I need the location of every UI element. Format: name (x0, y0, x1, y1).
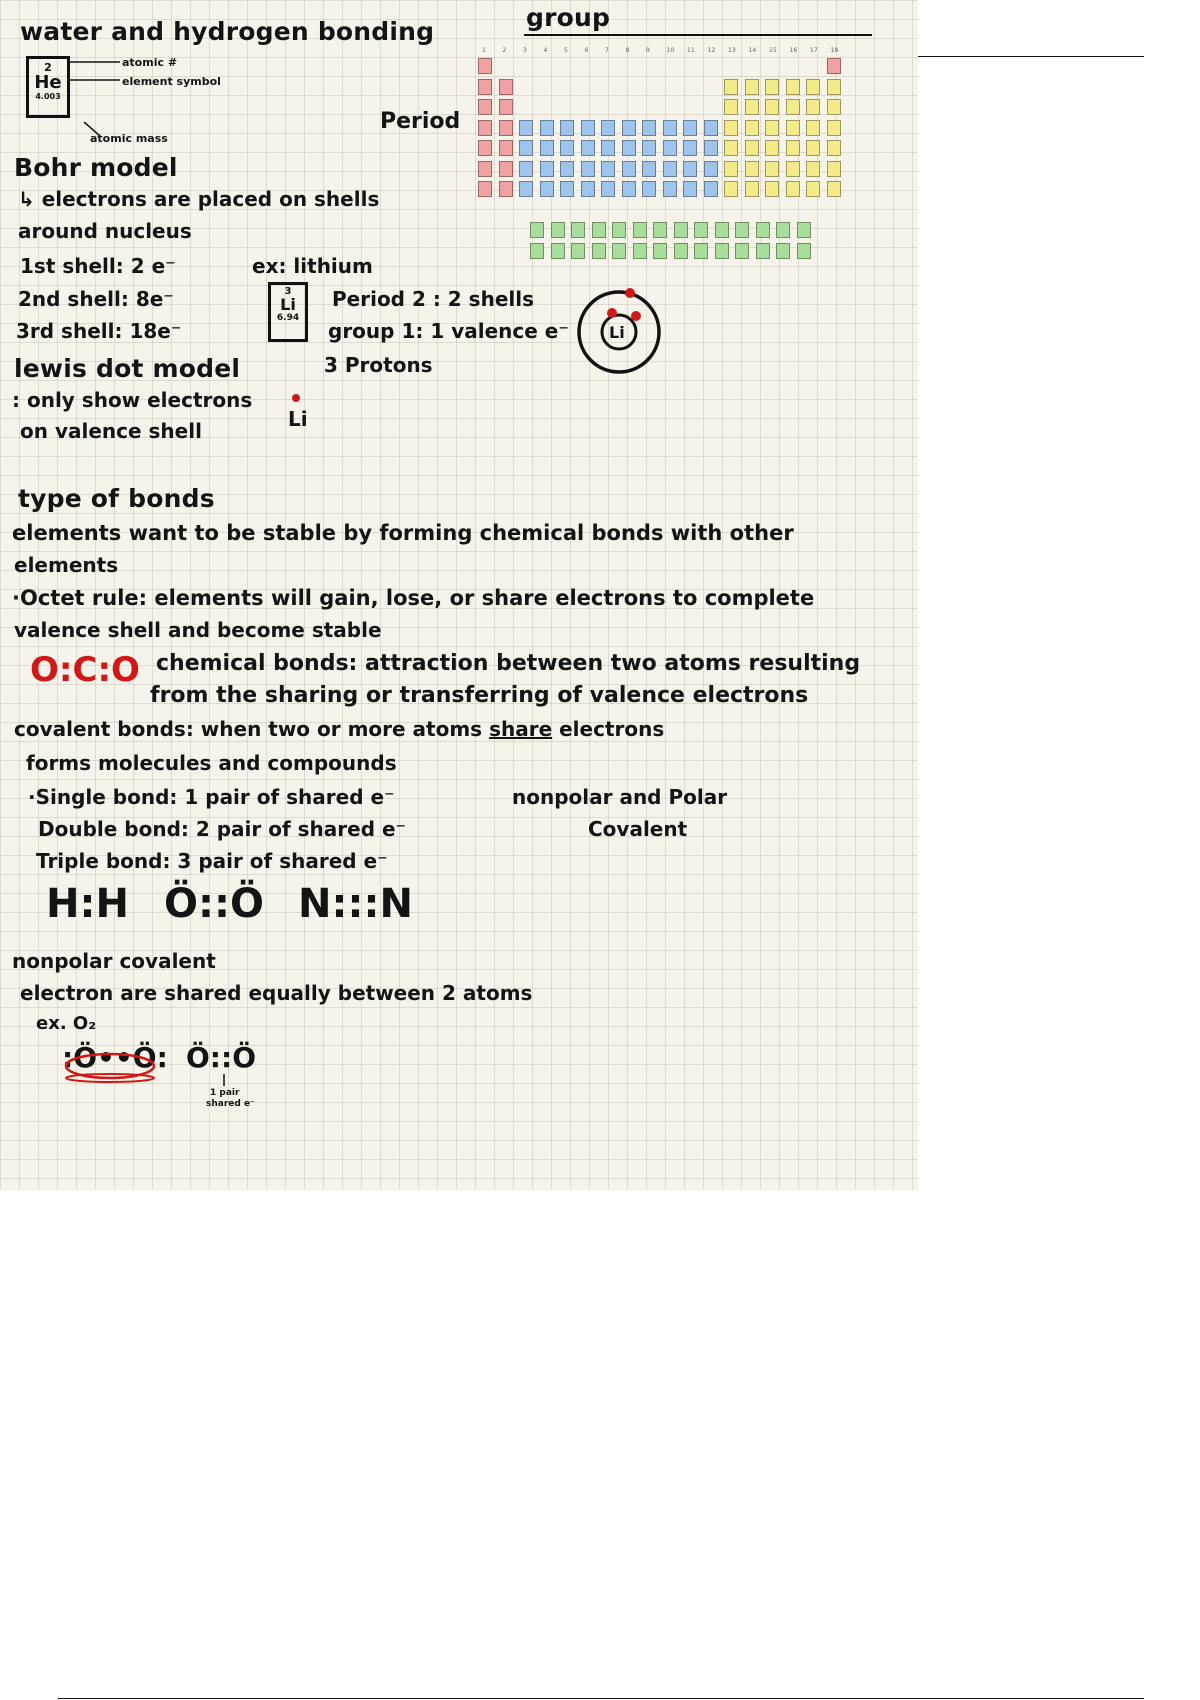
bohr-nucleus-label: Li (609, 323, 625, 342)
element-cell (622, 181, 636, 197)
group-number: 9 (646, 47, 650, 54)
element-cell (560, 140, 574, 156)
element-cell (560, 161, 574, 177)
lewis-heading: lewis dot model (14, 354, 241, 383)
triple-bond: Triple bond: 3 pair of shared e⁻ (36, 849, 388, 873)
element-cell (592, 222, 606, 238)
o2-lewis: Ö::Ö (164, 881, 264, 927)
element-cell (694, 222, 708, 238)
element-cell (806, 181, 820, 197)
covalent-share: share (489, 717, 553, 741)
lithium-symbol: Li (280, 295, 296, 314)
element-cell (642, 161, 656, 177)
element-cell (715, 243, 729, 259)
element-cell (683, 120, 697, 136)
single-bond: ·Single bond: 1 pair of shared e⁻ (28, 785, 395, 809)
element-cell (765, 79, 779, 95)
nonpolar-heading: nonpolar covalent (12, 949, 216, 973)
element-cell (786, 181, 800, 197)
chemical-bonds-2: from the sharing or transferring of valence electrons (150, 683, 809, 708)
lewis-li-symbol: Li (288, 407, 308, 431)
lewis-line-1: : only show electrons (12, 388, 253, 412)
element-cell (530, 243, 544, 259)
element-cell (653, 222, 667, 238)
element-cell (694, 243, 708, 259)
covalent-prefix: covalent bonds: when two or more atoms (14, 717, 490, 741)
element-cell (827, 79, 841, 95)
element-cell (827, 140, 841, 156)
element-cell (633, 222, 647, 238)
covalent-suffix: electrons (552, 717, 665, 741)
element-cell (519, 161, 533, 177)
element-cell (560, 120, 574, 136)
element-cell (827, 161, 841, 177)
element-cell (724, 79, 738, 95)
nonpolar-polar-1: nonpolar and Polar (512, 785, 728, 809)
element-cell (592, 243, 606, 259)
element-cell (765, 161, 779, 177)
element-cell (642, 140, 656, 156)
element-cell (551, 222, 565, 238)
element-cell (683, 140, 697, 156)
o2-pair-diagram: Ö::Ö (186, 1041, 256, 1074)
element-cell (581, 181, 595, 197)
legend-mass-label: atomic mass (90, 132, 168, 145)
element-cell (601, 161, 615, 177)
double-bond: Double bond: 2 pair of shared e⁻ (38, 817, 407, 841)
element-cell (622, 140, 636, 156)
element-cell (540, 120, 554, 136)
element-cell (724, 140, 738, 156)
group-number: 3 (523, 47, 527, 54)
element-cell (519, 140, 533, 156)
group-number: 16 (789, 47, 798, 54)
group-number: 2 (502, 47, 507, 54)
element-cell (735, 243, 749, 259)
element-cell (765, 181, 779, 197)
element-cell (735, 222, 749, 238)
element-cell (827, 181, 841, 197)
co2-lewis-structure: O:C:O (30, 650, 140, 690)
lewis-li-electron (291, 393, 301, 403)
lewis-line-2: on valence shell (20, 419, 202, 443)
element-cell (478, 120, 492, 136)
element-cell (519, 181, 533, 197)
element-cell (601, 181, 615, 197)
element-cell (827, 99, 841, 115)
element-cell (765, 120, 779, 136)
element-cell (786, 120, 800, 136)
element-cell (724, 99, 738, 115)
element-cell (827, 58, 841, 74)
h2-lewis: H:H (46, 881, 129, 927)
element-cell (633, 243, 647, 259)
legend-atomic-number: 2 (44, 61, 52, 74)
element-cell (540, 161, 554, 177)
n2-lewis: N:::N (298, 881, 413, 927)
group-number: 17 (810, 47, 818, 54)
element-cell (540, 181, 554, 197)
element-cell (642, 181, 656, 197)
element-cell (797, 222, 811, 238)
covalent-bonds-line (14, 718, 664, 740)
element-cell (724, 120, 738, 136)
pair-note-1: 1 pair (210, 1088, 240, 1098)
legend-atomic-number-label: atomic # (122, 56, 178, 69)
group-number: 1 (482, 47, 486, 54)
element-cell (642, 120, 656, 136)
group-number: 4 (543, 47, 548, 54)
group-number: 12 (707, 47, 716, 54)
element-cell (663, 161, 677, 177)
element-cell (776, 222, 790, 238)
element-cell (663, 140, 677, 156)
element-cell (806, 120, 820, 136)
element-cell (765, 99, 779, 115)
page-title: water and hydrogen bonding (20, 17, 435, 46)
element-cell (704, 120, 718, 136)
element-cell (499, 140, 513, 156)
element-cell (756, 243, 770, 259)
element-cell (622, 161, 636, 177)
element-cell (612, 243, 626, 259)
group-number: 10 (666, 47, 675, 54)
pair-pointer (219, 1074, 229, 1088)
forms-molecules: forms molecules and compounds (26, 751, 397, 775)
bohr-heading: Bohr model (14, 153, 178, 182)
element-cell (724, 181, 738, 197)
element-cell (571, 243, 585, 259)
shell-1: 1st shell: 2 e⁻ (20, 254, 176, 278)
element-cell (704, 161, 718, 177)
element-cell (530, 222, 544, 238)
element-cell (745, 181, 759, 197)
element-cell (478, 140, 492, 156)
element-cell (499, 181, 513, 197)
element-cell (581, 140, 595, 156)
period-label: Period (380, 109, 461, 134)
group-number: 18 (830, 47, 839, 54)
bonds-heading: type of bonds (18, 484, 215, 513)
element-cell (806, 79, 820, 95)
lithium-period: Period 2 : 2 shells (332, 287, 535, 311)
shell-2: 2nd shell: 8e⁻ (18, 287, 174, 311)
element-cell (745, 140, 759, 156)
bonds-intro-2: elements (14, 553, 119, 577)
element-cell (571, 222, 585, 238)
element-cell (765, 140, 779, 156)
group-number: 15 (769, 47, 777, 54)
top-right-rule (918, 56, 1144, 57)
lithium-mass: 6.94 (276, 313, 300, 323)
element-cell (601, 120, 615, 136)
group-number: 11 (687, 47, 695, 54)
element-cell (704, 181, 718, 197)
element-cell (715, 222, 729, 238)
o2-shared-diagram: :Ö••Ö: (62, 1041, 168, 1074)
element-cell (478, 99, 492, 115)
element-cell (786, 79, 800, 95)
nonpolar-polar-2: Covalent (588, 817, 688, 841)
group-label: group (526, 3, 611, 32)
element-cell (806, 99, 820, 115)
lithium-protons: 3 Protons (324, 353, 433, 377)
element-cell (581, 161, 595, 177)
octet-rule-1: ·Octet rule: elements will gain, lose, or share electrons to complete (12, 586, 815, 610)
element-cell (653, 243, 667, 259)
element-cell (674, 243, 688, 259)
element-cell (797, 243, 811, 259)
group-number: 13 (728, 47, 736, 54)
element-cell (724, 161, 738, 177)
lithium-group: group 1: 1 valence e⁻ (328, 319, 569, 343)
element-cell (745, 120, 759, 136)
pair-note-2: shared e⁻ (206, 1099, 255, 1109)
element-cell (806, 161, 820, 177)
element-cell (663, 120, 677, 136)
group-number: 7 (605, 47, 609, 54)
element-cell (612, 222, 626, 238)
group-number: 14 (748, 47, 757, 54)
element-cell (776, 243, 790, 259)
element-legend-box (26, 56, 70, 118)
bonds-intro-1: elements want to be stable by forming chemical bonds with other (12, 521, 794, 545)
legend-symbol: He (34, 72, 62, 93)
element-cell (478, 58, 492, 74)
element-cell (551, 243, 565, 259)
bohr-line-2: around nucleus (18, 219, 192, 243)
chemical-bonds-1: chemical bonds: attraction between two atoms resulting (156, 651, 861, 676)
element-cell (827, 120, 841, 136)
element-cell (499, 120, 513, 136)
lithium-example-label: ex: lithium (252, 254, 373, 278)
group-underline (524, 34, 872, 36)
element-cell (674, 222, 688, 238)
lithium-element-box (268, 282, 308, 342)
element-cell (683, 181, 697, 197)
element-cell (786, 161, 800, 177)
element-cell (601, 140, 615, 156)
element-cell (499, 161, 513, 177)
element-cell (581, 120, 595, 136)
element-cell (663, 181, 677, 197)
element-cell (499, 99, 513, 115)
element-cell (683, 161, 697, 177)
element-cell (519, 120, 533, 136)
nonpolar-example: ex. O₂ (36, 1013, 97, 1034)
element-cell (786, 140, 800, 156)
element-cell (745, 79, 759, 95)
nonpolar-desc: electron are shared equally between 2 atoms (20, 981, 533, 1005)
element-cell (622, 120, 636, 136)
bottom-rule (58, 1698, 1144, 1699)
element-cell (745, 99, 759, 115)
periodic-table (478, 47, 902, 268)
element-cell (786, 99, 800, 115)
octet-rule-2: valence shell and become stable (14, 618, 382, 642)
element-cell (806, 140, 820, 156)
element-cell (478, 161, 492, 177)
group-number: 8 (625, 47, 630, 54)
element-cell (478, 181, 492, 197)
element-cell (560, 181, 574, 197)
element-cell (704, 140, 718, 156)
element-cell (540, 140, 554, 156)
legend-mass: 4.003 (35, 92, 61, 101)
lithium-number: 3 (284, 286, 292, 297)
element-cell (756, 222, 770, 238)
shared-pair-ellipse (62, 1041, 168, 1086)
shell-3: 3rd shell: 18e⁻ (16, 319, 182, 343)
bohr-line-1: ↳ electrons are placed on shells (18, 187, 380, 211)
element-cell (478, 79, 492, 95)
group-number: 5 (564, 47, 568, 54)
legend-symbol-label: element symbol (122, 75, 221, 88)
element-cell (745, 161, 759, 177)
group-number: 6 (584, 47, 589, 54)
element-cell (499, 79, 513, 95)
